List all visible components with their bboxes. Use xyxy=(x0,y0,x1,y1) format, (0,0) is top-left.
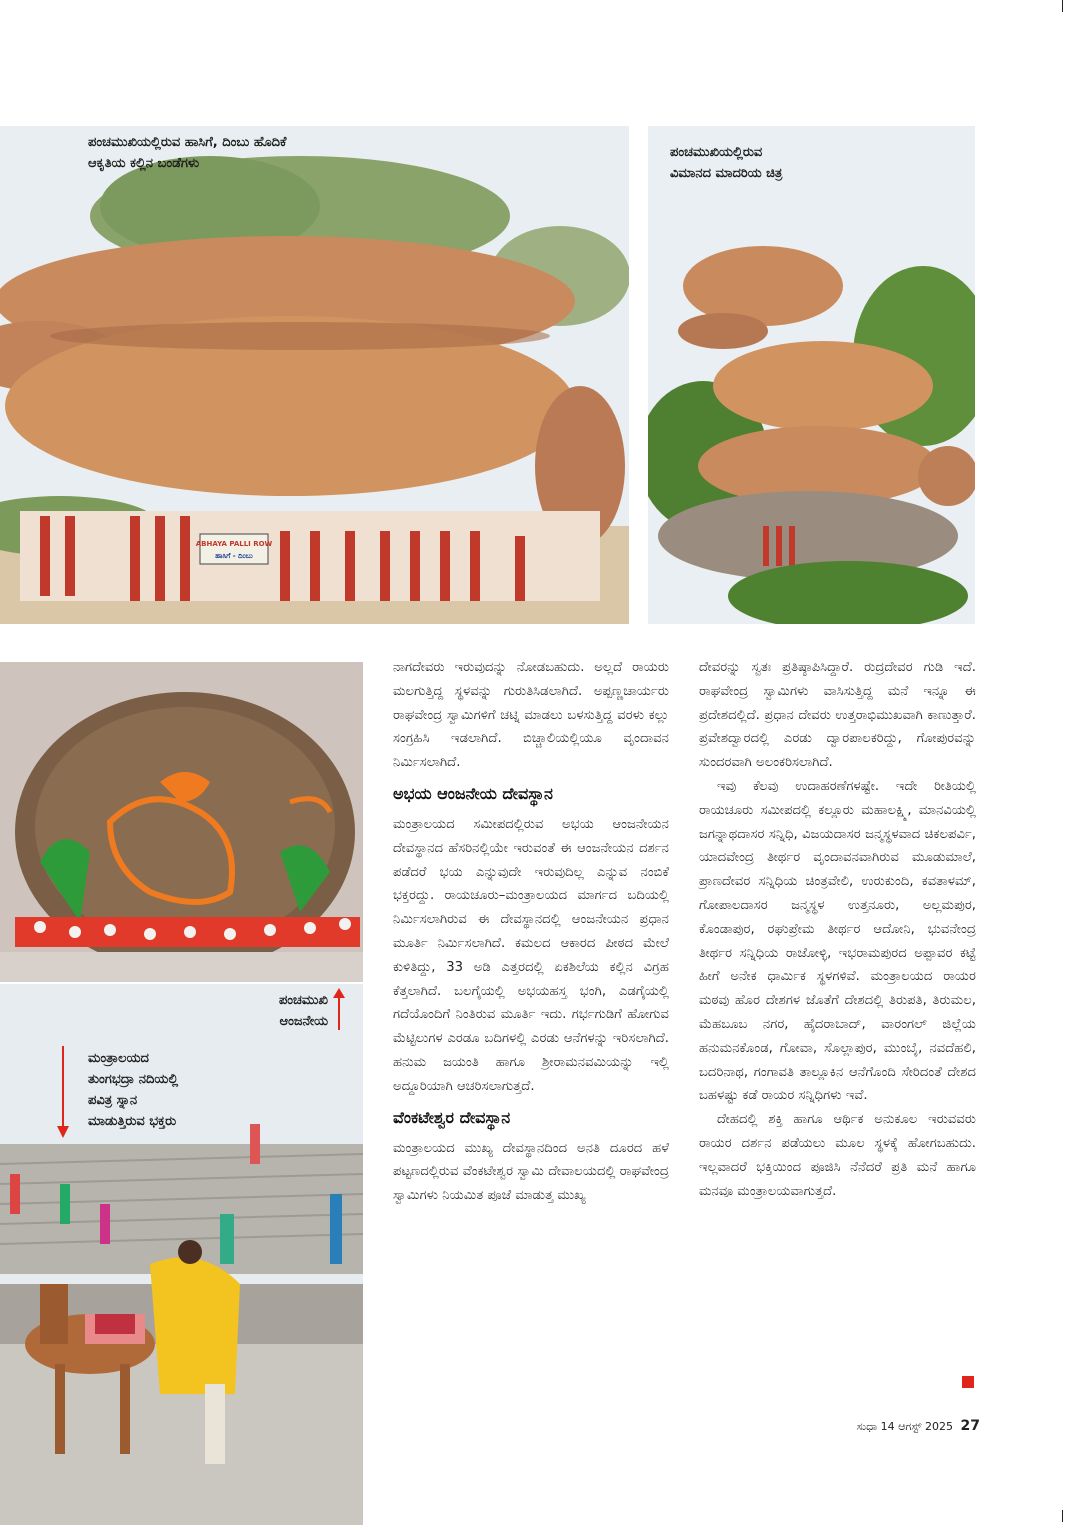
arrow-down-icon xyxy=(56,1046,70,1138)
issue-date: 14 ಆಗಸ್ಟ್ 2025 xyxy=(880,1420,954,1433)
anjaneya-illustration xyxy=(0,662,363,982)
paragraph: ಮಂತ್ರಾಲಯದ ಸಮೀಪದಲ್ಲಿರುವ ಅಭಯ ಆಂಜನೇಯನ ದೇವಸ್ಥಾನದ ಹೆಸರಿನಲ್ಲಿಯೇ ಇರುವಂತೆ ಈ ಆಂಜನೇಯನ ದರ್ಶನ ಪಡೆದರೆ ಭಯ ಎನ್ನುವುದೇ ಇರುವುದಿಲ್ಲ ಎನ್ನುವ ನಂಬಿಕೆ ಭಕ್ತರದ್ದು. ರಾಯಚೂರು–ಮಂತ್ರಾಲಯದ ಮಾರ್ಗದ ಬದಿಯಲ್ಲಿ ನಿರ್ಮಿಸಲಾಗಿರುವ ಈ ದೇವಸ್ಥಾನದಲ್ಲಿ ಆಂಜನೇಯನ ಪ್ರಧಾನ ಮೂರ್ತಿ ನಿರ್ಮಿಸಲಾಗಿದೆ. ಕಮಲದ ಆಕಾರದ ಪೀಠದ ಮೇಲೆ ಕುಳಿತಿದ್ದು, 33 ಅಡಿ ಎತ್ತರದಲ್ಲಿ ಏಕಶಿಲೆಯ ಕಲ್ಲಿನ ವಿಗ್ರಹ ಕೆತ್ತಲಾಗಿದೆ. ಬಲಗೈಯಲ್ಲಿ ಅಭಯಹಸ್ತ ಭಂಗಿ, ಎಡಗೈಯಲ್ಲಿ ಗದೆಯೊಂದಿಗೆ ನಿಂತಿರುವ ಮೂರ್ತಿ ಇದು. ಗರ್ಭಗುಡಿಗೆ ಹೋಗುವ ಮೆಟ್ಟಿಲುಗಳ ಎರಡೂ ಬದಿಗಳಲ್ಲಿ ಎರಡು ಆನೆಗಳನ್ನು ಇರಿಸಲಾಗಿದೆ. ಹನುಮ ಜಯಂತಿ ಹಾಗೂ ಶ್ರೀರಾಮನವಮಿಯನ್ನು ಇಲ್ಲಿ ಅದ್ದೂರಿಯಾಗಿ ಆಚರಿಸಲಾಗುತ್ತದೆ. xyxy=(393,816,669,1094)
caption-line: ಮಾಡುತ್ತಿರುವ ಭಕ್ತರು xyxy=(88,1114,177,1129)
caption-rock-bed xyxy=(88,132,408,174)
section-heading-abhaya-anjaneya: ಅಭಯ ಆಂಜನೇಯ ದೇವಸ್ಥಾನ xyxy=(393,783,553,803)
caption-line: ಪಂಚಮುಖಿ xyxy=(278,993,328,1008)
article-column-2 xyxy=(699,656,976,1203)
paragraph: ದೇವರನ್ನು ಸ್ವತಃ ಪ್ರತಿಷ್ಠಾಪಿಸಿದ್ದಾರೆ. ರುದ್ರದೇವರ ಗುಡಿ ಇದೆ. ರಾಘವೇಂದ್ರ ಸ್ವಾಮಿಗಳು ವಾಸಿಸುತ್ತಿದ್ದ ಮನೆ ಇನ್ನೂ ಈ ಪ್ರದೇಶದಲ್ಲಿದೆ. ಪ್ರಧಾನ ದೇವರು ಉತ್ತರಾಭಿಮುಖವಾಗಿ ಕಾಣುತ್ತಾರೆ. ಪ್ರವೇಶದ್ವಾರದಲ್ಲಿ ಎರಡು ದ್ವಾರಪಾಲಕರಿದ್ದು, ಗೋಪುರವನ್ನು ಸುಂದರವಾಗಿ ಅಲಂಕರಿಸಲಾಗಿದೆ. xyxy=(699,660,976,771)
paragraph: ದೇಹದಲ್ಲಿ ಶಕ್ತಿ ಹಾಗೂ ಆರ್ಥಿಕ ಅನುಕೂಲ ಇರುವವರು ರಾಯರ ದರ್ಶನ ಪಡೆಯಲು ಮೂಲ ಸ್ಥಳಕ್ಕೆ ಹೋಗಬಹುದು. ಇಲ್ಲವಾದರೆ ಭಕ್ತಿಯಿಂದ ಪೂಜಿಸಿ ನೆನೆದರೆ ಪ್ರತಿ ಮನೆ ಹಾಗೂ ಮನವೂ ಮಂತ್ರಾಲಯವಾಗುತ್ತದೆ. xyxy=(699,1112,976,1199)
page-number: 27 xyxy=(960,1418,980,1434)
photo-rock-bed xyxy=(0,126,629,624)
sign-line-2: ಹಾಸಿಗೆ - ದಿಂಬು xyxy=(215,552,253,560)
caption-line: ತುಂಗಭದ್ರಾ ನದಿಯಲ್ಲಿ xyxy=(88,1072,179,1087)
paragraph: ಮಂತ್ರಾಲಯದ ಮುಖ್ಯ ದೇವಸ್ಥಾನದಿಂದ ಅನತಿ ದೂರದ ಹಳೆ ಪಟ್ಟಣದಲ್ಲಿರುವ ವೆಂಕಟೇಶ್ವರ ಸ್ವಾಮಿ ದೇವಾಲಯದಲ್ಲಿ ರಾಘವೇಂದ್ರ ಸ್ವಾಮಿಗಳು ನಿಯಮಿತ ಪೂಜೆ ಮಾಡುತ್ತ ಮುಖ್ಯ xyxy=(393,1140,669,1204)
caption-line: ವಿಮಾನದ ಮಾದರಿಯ ಚಿತ್ರ xyxy=(670,166,783,181)
section-heading-venkateshwara: ವೆಂಕಟೇಶ್ವರ ದೇವಸ್ಥಾನ xyxy=(393,1107,511,1127)
caption-anjaneya xyxy=(228,990,328,1032)
caption-line: ಪವಿತ್ರ ಸ್ನಾನ xyxy=(88,1093,138,1108)
caption-line: ಆಕೃತಿಯ ಕಲ್ಲಿನ ಬಂಡೆಗಳು xyxy=(88,156,200,171)
caption-line: ಮಂತ್ರಾಲಯದ xyxy=(88,1051,149,1066)
paragraph: ಇವು ಕೆಲವು ಉದಾಹರಣೆಗಳಷ್ಟೇ. ಇದೇ ರೀತಿಯಲ್ಲಿ ರಾಯಚೂರು ಸಮೀಪದಲ್ಲಿ ಕಲ್ಲೂರು ಮಹಾಲಕ್ಷ್ಮಿ, ಮಾನವಿಯಲ್ಲಿ ಜಗನ್ನಾಥದಾಸರ ಸನ್ನಿಧಿ, ವಿಜಯದಾಸರ ಜನ್ಮಸ್ಥಳವಾದ ಚಿಕಲಪರ್ವಿ, ಯಾದವೇಂದ್ರ ತೀರ್ಥರ ವೃಂದಾವನವಾಗಿರುವ ಮೂಡುಮಾಲೆ, ಪ್ರಾಣದೇವರ ಸನ್ನಿಧಿಯ ಚಿಂತ್ರವೇಲಿ, ಉರುಕುಂದಿ, ಕವತಾಳಮ್, ಗೋಪಾಲದಾಸರ ಜನ್ಮಸ್ಥಳ ಉತ್ತನೂರು, ಅಲ್ಲಮಪುರ, ಕೊಂಡಾಪುರ, ರಘುಪ್ರೇಮ ತೀರ್ಥರ ಆದೋನಿ, ಭುವನೇಂದ್ರ ತೀರ್ಥರ ಸನ್ನಿಧಿಯ ರಾಜೋಳ್ಳಿ, ಇಭರಾಮಪುರದ ಅಪ್ಪಾವರ ಕಟ್ಟೆ ಹೀಗೆ ಅನೇಕ ಧಾರ್ಮಿಕ ಸ್ಥಳಗಳಿವೆ. ಮಂತ್ರಾಲಯದ ರಾಯರ ಮಠವು ಹೊರ ದೇಶಗಳ ಜೊತೆಗೆ ದೇಶದಲ್ಲಿ ತಿರುಪತಿ, ತಿರುಮಲ, ಮೆಹಬೂಬ ನಗರ, ಹೈದರಾಬಾದ್, ವಾರಂಗಲ್ ಜಿಲ್ಲೆಯ ಹನುಮನಕೊಂಡ, ಗೋವಾ, ಸೊಲ್ಲಾಪುರ, ಮುಂಬೈ, ನವದೆಹಲಿ, ಬದರಿನಾಥ, ಗಂಗಾವತಿ ತಾಲ್ಲೂಕಿನ ಆನೆಗೊಂದಿ ಸೇರಿದಂತೆ ದೇಶದ ಬಹಳಷ್ಟು ಕಡೆ ರಾಯರ ಸನ್ನಿಧಿಗಳು ಇವೆ. xyxy=(699,778,976,1104)
magazine-name: ಸುಧಾ xyxy=(856,1420,878,1433)
caption-rock-aeroplane xyxy=(670,142,890,184)
arrow-up-icon xyxy=(332,988,346,1032)
caption-river xyxy=(88,1048,308,1132)
rock-aeroplane-illustration xyxy=(648,126,975,624)
caption-line: ಪಂಚಮುಖಿಯಲ್ಲಿರುವ xyxy=(670,145,763,160)
sign-line-1: ABHAYA PALLI ROW xyxy=(195,540,273,548)
paragraph: ನಾಗದೇವರು ಇರುವುದನ್ನು ನೋಡಬಹುದು. ಅಲ್ಲದೆ ರಾಯರು ಮಲಗುತ್ತಿದ್ದ ಸ್ಥಳವನ್ನು ಗುರುತಿಸಿಡಲಾಗಿದೆ. ಅಪ್ಪಣ್ಣಚಾರ್ಯರು ರಾಘವೇಂದ್ರ ಸ್ವಾಮಿಗಳಿಗೆ ಚಟ್ನಿ ಮಾಡಲು ಬಳಸುತ್ತಿದ್ದ ವರಳು ಕಲ್ಲು ಸಂಗ್ರಹಿಸಿ ಇಡಲಾಗಿದೆ. ಬಿಚ್ಚಾಲಿಯಲ್ಲಿಯೂ ವೃಂದಾವನ ನಿರ್ಮಿಸಲಾಗಿದೆ. xyxy=(393,660,669,771)
crop-mark xyxy=(1062,0,1063,12)
page-footer xyxy=(820,1418,980,1434)
caption-line: ಪಂಚಮುಖಿಯಲ್ಲಿರುವ ಹಾಸಿಗೆ, ದಿಂಬು ಹೊದಿಕೆ xyxy=(88,135,287,150)
photo-anjaneya xyxy=(0,662,363,982)
article-column-1 xyxy=(393,656,669,1208)
caption-line: ಆಂಜನೇಯ xyxy=(279,1014,328,1029)
photo-rock-aeroplane xyxy=(648,126,975,624)
rock-bed-illustration xyxy=(0,126,629,624)
crop-mark xyxy=(1062,1510,1063,1522)
end-of-article-mark xyxy=(962,1376,974,1388)
